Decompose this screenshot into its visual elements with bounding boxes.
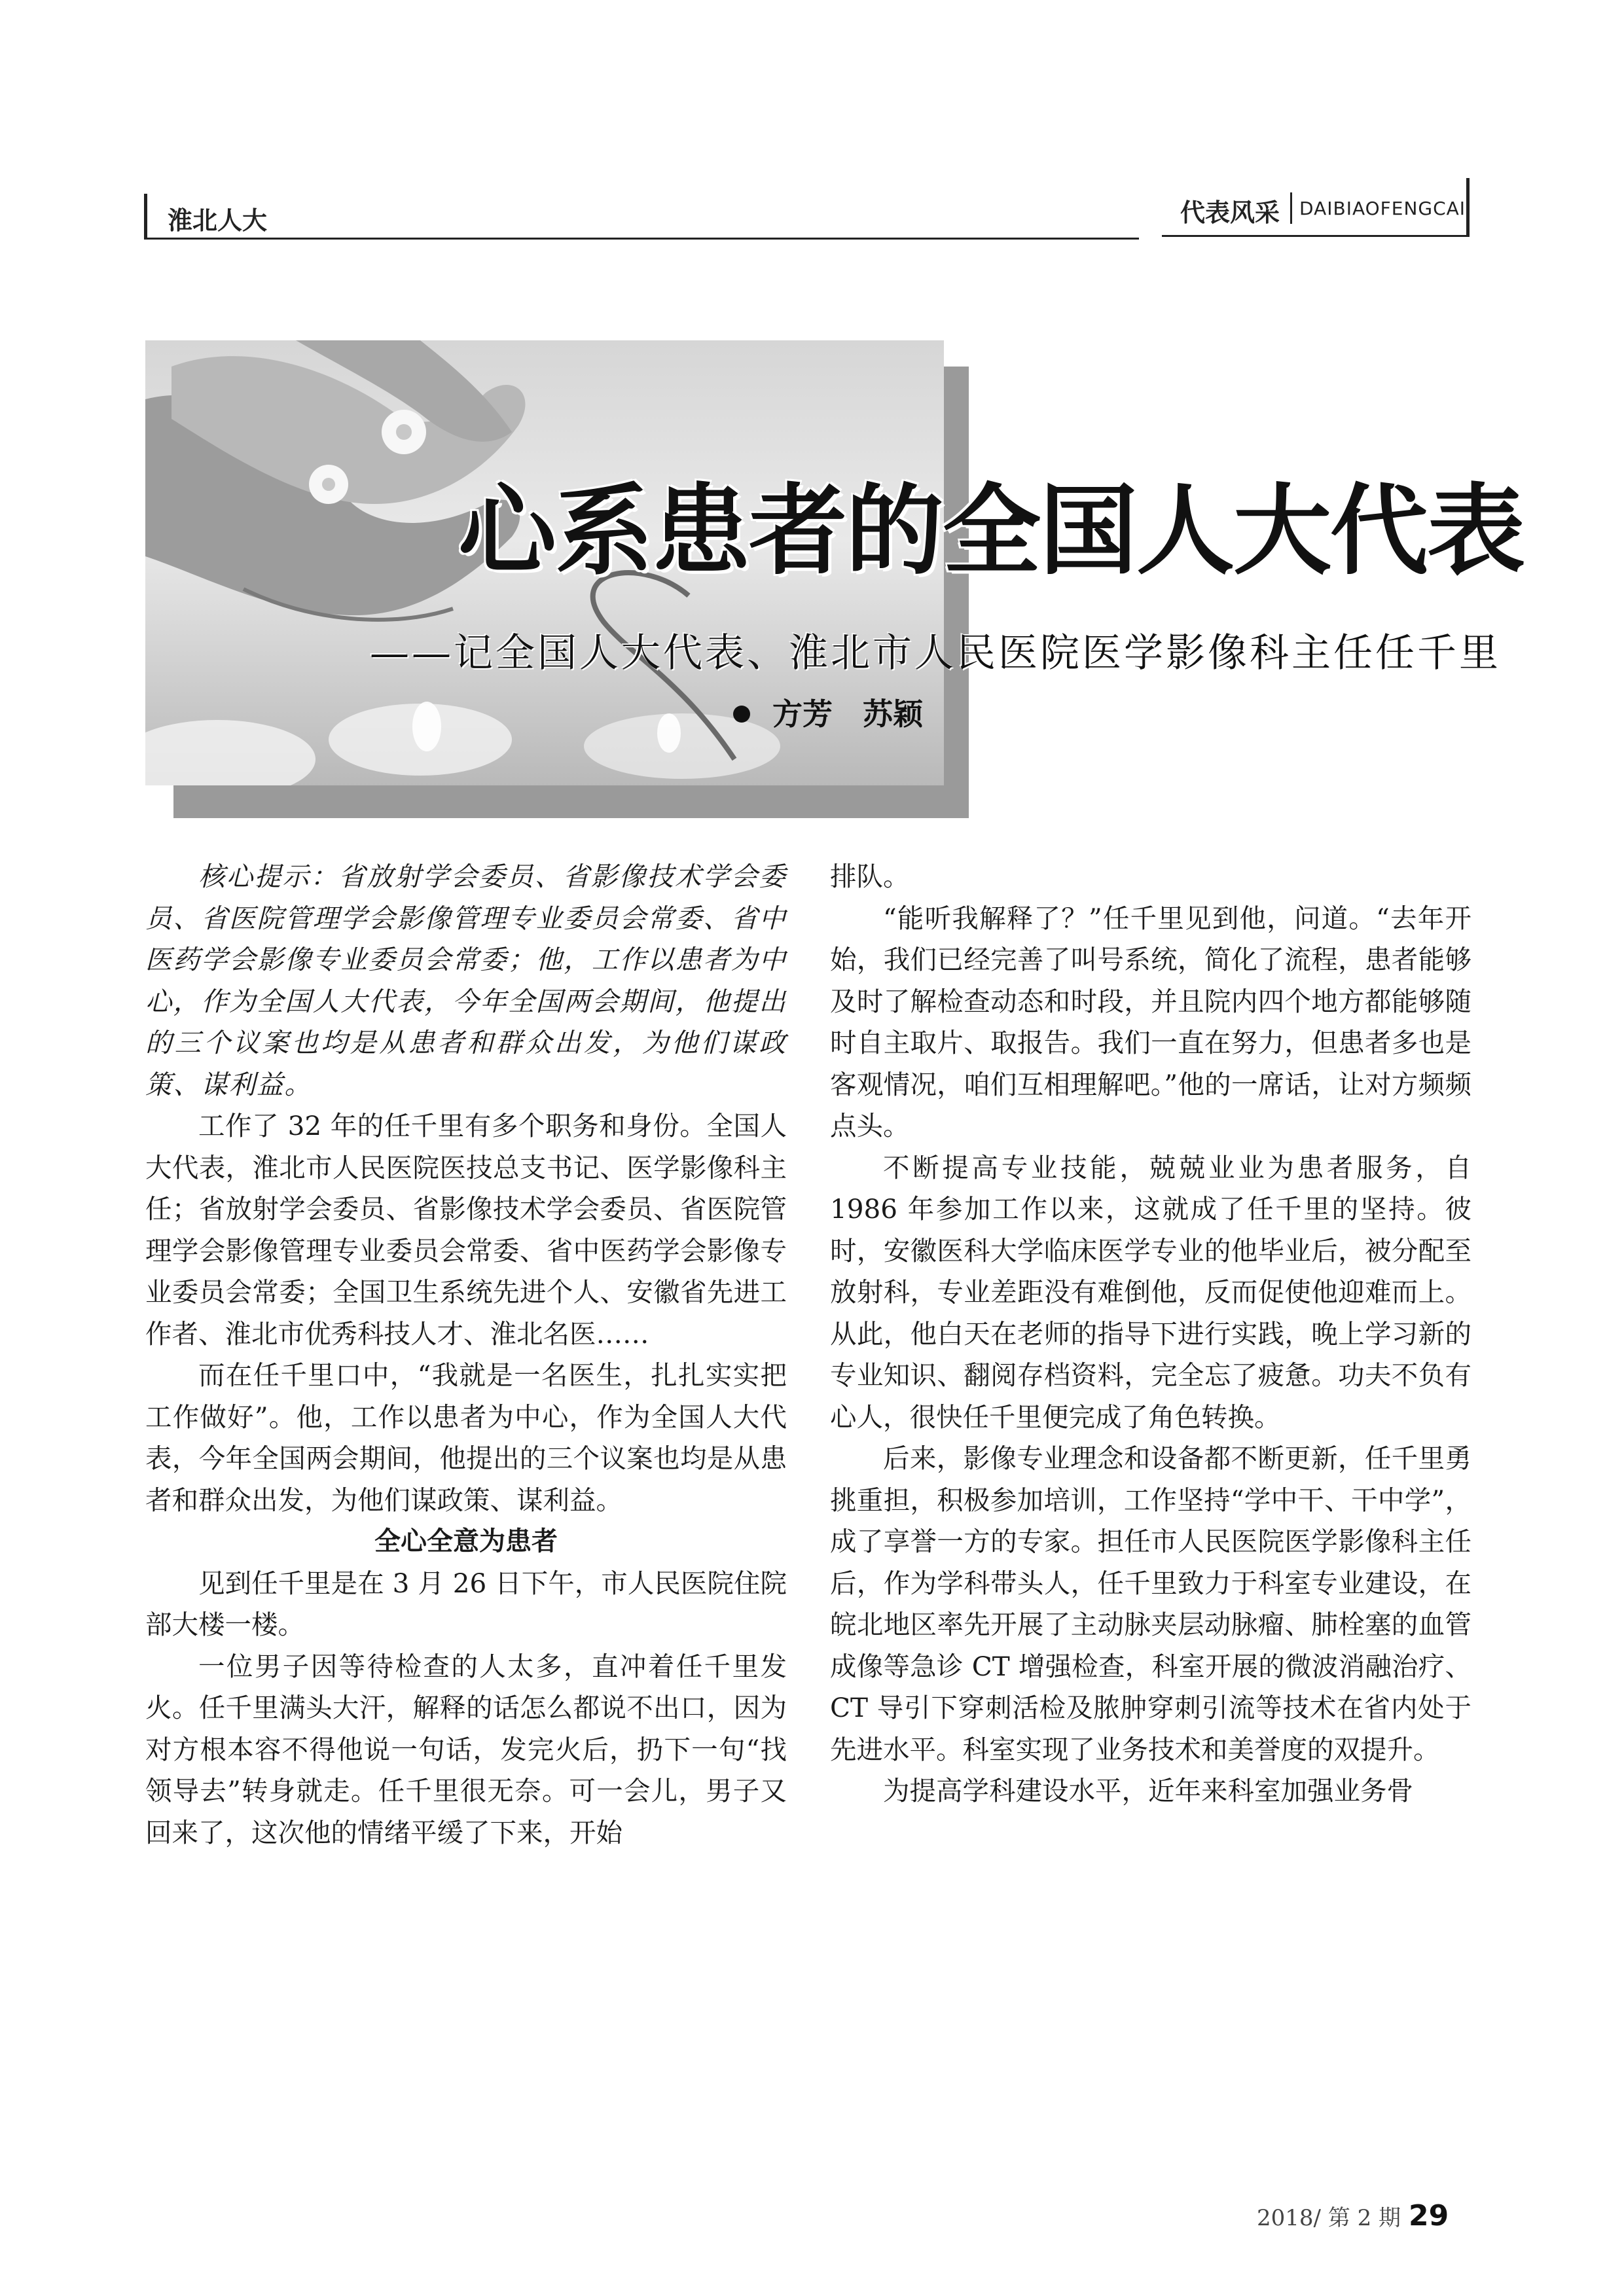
- running-header-right: [1162, 178, 1470, 237]
- article-title: 心系患者的全国人大代表: [458, 475, 1525, 588]
- header-left-rule: [144, 238, 1139, 240]
- running-header-left: [144, 194, 1139, 240]
- body-paragraph: 一位男子因等待检查的人太多，直冲着任千里发火。任千里满头大汗，解释的话怎么都说不出口，因为对方根本容不得他说一句话，发完火后，扔下一句“找领导去”转身就走。任千里很无奈。可一会儿，男子又回来了，这次他的情绪平缓了下来，开始: [145, 1650, 787, 1848]
- body-paragraph: 工作了 32 年的任千里有多个职务和身份。全国人大代表，淮北市人民医院医技总支书记、医学影像科主任；省放射学会委员、省影像技术学会委员、省医院管理学会影像管理专业委员会常委、省中医药学会影像专业委员会常委；全国卫生系统先进个人、安徽省先进工作者、淮北市优秀科技人才、淮北名医……: [145, 1110, 787, 1350]
- body-paragraph: 不断提高专业技能，兢兢业业为患者服务，自 1986 年参加工作以来，这就成了任千里的坚持。彼时，安徽医科大学临床医学专业的他毕业后，被分配至放射科，专业差距没有难倒他，反而促使他迎难而上。从此，他白天在老师的指导下进行实践，晚上学习新的专业知识、翻阅存档资料，完全忘了疲惫。功夫不负有心人，很快任千里便完成了角色转换。: [830, 1151, 1471, 1433]
- key-points-paragraph: 核心提示：省放射学会委员、省影像技术学会委员、省医院管理学会影像管理专业委员会常委、省中医药学会影像专业委员会常委；他，工作以患者为中心，作为全国人大代表，今年全国两会期间，他提出的三个议案也均是从患者和群众出发，为他们谋政策、谋利益。: [145, 861, 787, 1100]
- section-separator: [1290, 192, 1292, 224]
- body-column-right: [830, 856, 1471, 1812]
- body-paragraph: 见到任千里是在 3 月 26 日下午，市人民医院住院部大楼一楼。: [145, 1567, 787, 1640]
- header-right-rule: [1162, 235, 1470, 237]
- bullet-dot-icon: [733, 706, 750, 723]
- body-paragraph: 为提高学科建设水平，近年来科室加强业务骨: [883, 1775, 1413, 1806]
- authors-text: 方芳 苏颖: [772, 696, 923, 732]
- body-paragraph: 而在任千里口中，“我就是一名医生，扎扎实实把工作做好”。他，工作以患者为中心，作为全国人大代表，今年全国两会期间，他提出的三个议案也均是从患者和群众出发，为他们谋政策、谋利益。: [145, 1359, 787, 1516]
- page-number: 29: [1409, 2199, 1449, 2233]
- body-column-left: [145, 856, 787, 1854]
- page-footer: [1257, 2199, 1449, 2233]
- section-heading: 全心全意为患者: [374, 1526, 558, 1556]
- body-paragraph-continued: 排队。: [830, 861, 910, 892]
- header-left-bar: [144, 194, 147, 240]
- section-label: 代表风采: [1180, 198, 1280, 227]
- daisy-flower-icon: [382, 410, 426, 454]
- section-label-en: DAIBIAOFENGCAI: [1299, 198, 1466, 219]
- daisy-flower-icon: [309, 465, 348, 504]
- article-authors: [733, 691, 923, 734]
- article-subtitle: ——记全国人大代表、淮北市人民医院医学影像科主任任千里: [370, 630, 1501, 676]
- body-paragraph: 后来，影像专业理念和设备都不断更新，任千里勇挑重担，积极参加培训，工作坚持“学中干、干中学”，成了享誉一方的专家。担任市人民医院医学影像科主任后，作为学科带头人，任千里致力于科室专业建设，在皖北地区率先开展了主动脉夹层动脉瘤、肺栓塞的血管成像等急诊 CT 增强检查，科室开展的微波消融治疗、CT 导引下穿刺活检及脓肿穿刺引流等技术在省内处于先进水平。科室实现了业务技术和美誉度的双提升。: [830, 1443, 1471, 1765]
- body-paragraph: “能听我解释了？”任千里见到他，问道。“去年开始，我们已经完善了叫号系统，简化了流程，患者能够及时了解检查动态和时段，并且院内四个地方都能够随时自主取片、取报告。我们一直在努力，但患者多也是客观情况，咱们互相理解吧。”他的一席话，让对方频频点头。: [830, 902, 1471, 1141]
- header-right-bar: [1466, 178, 1470, 237]
- magazine-name: 淮北人大: [168, 206, 268, 235]
- issue-label: 2018/ 第 2 期: [1257, 2205, 1401, 2231]
